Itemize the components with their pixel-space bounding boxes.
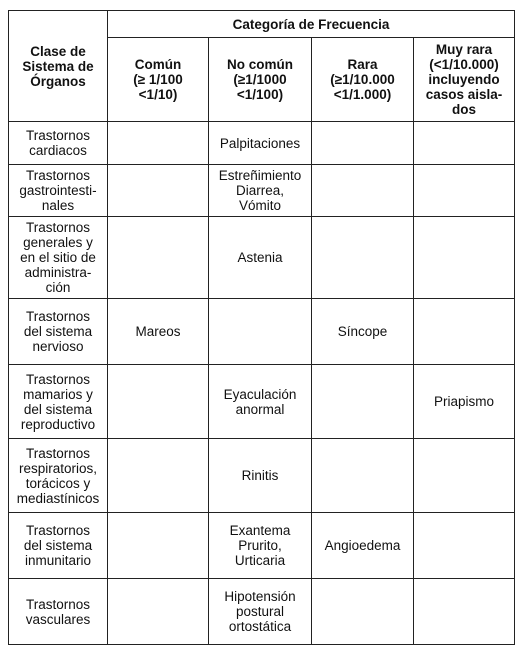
cell-no-comun [209,299,312,365]
table-row [9,165,515,217]
table-row [9,579,515,645]
cell-muy-rara [414,579,515,645]
frequency-category-label: Categoría de Frecuencia [232,16,390,32]
table-row [9,439,515,513]
organ-cell [9,579,108,645]
table-body [9,122,515,645]
cell-rara [312,513,414,579]
cell-muy-rara [414,299,515,365]
cell-text: Rinitis [241,468,279,483]
cell-comun [108,579,209,645]
cell-muy-rara [414,217,515,299]
cell-muy-rara [414,365,515,439]
cell-comun [108,439,209,513]
header-row-group [9,11,515,38]
header-no-comun [209,38,312,122]
cell-no-comun [209,513,312,579]
cell-comun [108,513,209,579]
cell-rara [312,299,414,365]
cell-rara [312,165,414,217]
organ-cell [9,513,108,579]
table-row [9,299,515,365]
organ-label: Trastornos respiratorios, torácicos y mediastínicos [16,445,100,506]
table-row [9,513,515,579]
cell-comun [108,365,209,439]
cell-comun [108,217,209,299]
organ-label: Trastornos del sistema inmunitario [23,523,93,568]
cell-no-comun [209,217,312,299]
table-row [9,217,515,299]
cell-text: Hipotensión postural ortostática [224,589,296,634]
cell-muy-rara [414,439,515,513]
organ-label: Trastornos cardiacos [25,128,91,158]
header-comun [108,38,209,122]
table-row [9,122,515,165]
organ-label: Trastornos mamarios y del sistema reproductivo [20,371,96,432]
cell-no-comun [209,165,312,217]
cell-text: Palpitaciones [219,135,301,151]
cell-comun [108,299,209,365]
organ-class-header [9,11,108,122]
organ-label: Trastornos del sistema nervioso [23,309,93,354]
organ-class-header-label: Clase de Sistema de Órganos [22,43,94,89]
organ-cell [9,122,108,165]
cell-rara [312,365,414,439]
header-muy-rara [414,38,515,122]
header-no-comun-label: No común (≥1/1000 <1/100) [227,57,293,102]
header-muy-rara-label: Muy rara (<1/10.000) incluyendo casos aisla- dos [425,42,503,117]
cell-text: Síncope [337,324,388,339]
organ-cell [9,365,108,439]
cell-text: Mareos [135,324,181,339]
cell-rara [312,217,414,299]
cell-text: Astenia [237,250,283,265]
cell-muy-rara [414,122,515,165]
header-rara-label: Rara (≥1/10.000 <1/1.000) [330,57,395,102]
cell-no-comun [209,439,312,513]
header-comun-label: Común (≥ 1/100 <1/10) [133,57,183,102]
table-row [9,365,515,439]
organ-cell [9,217,108,299]
cell-text: Priapismo [433,394,495,409]
cell-text: Exantema Prurito, Urticaria [229,523,291,568]
organ-cell [9,439,108,513]
cell-comun [108,122,209,165]
organ-cell [9,165,108,217]
cell-text: Estreñimiento Diarrea, Vómito [218,168,302,213]
cell-no-comun [209,122,312,165]
cell-muy-rara [414,165,515,217]
cell-rara [312,122,414,165]
cell-text: Eyaculación anormal [223,386,297,417]
cell-no-comun [209,365,312,439]
cell-comun [108,165,209,217]
header-rara [312,38,414,122]
adverse-reactions-table [8,10,515,645]
frequency-category-header [108,11,515,38]
organ-cell [9,299,108,365]
cell-muy-rara [414,513,515,579]
table-header [9,11,515,122]
organ-label: Trastornos vasculares [25,596,91,627]
cell-text: Angioedema [324,538,401,553]
cell-rara [312,579,414,645]
cell-no-comun [209,579,312,645]
organ-label: Trastornos generales y en el sitio de administra- ción [20,220,96,295]
cell-rara [312,439,414,513]
organ-label: Trastornos gastrointesti- nales [19,168,97,213]
